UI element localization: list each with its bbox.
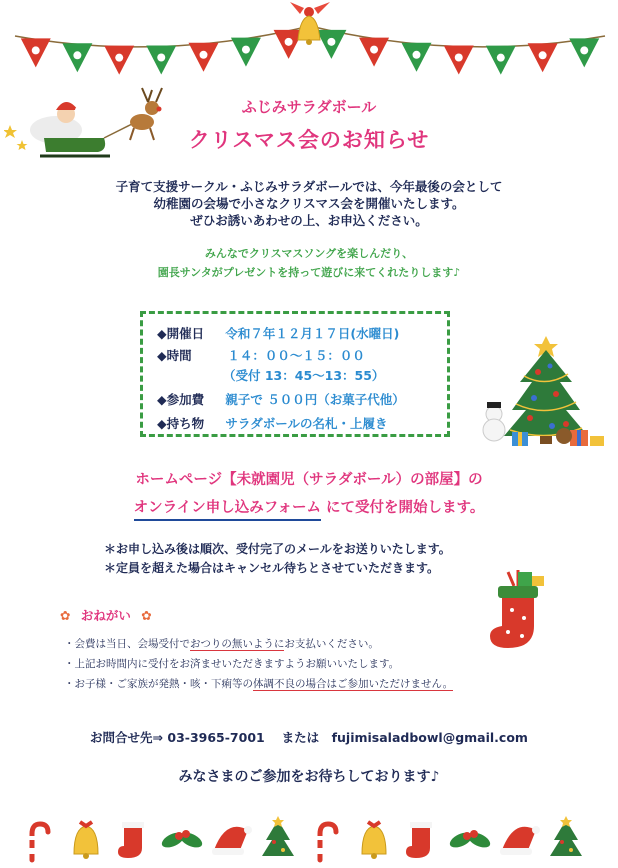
bottom-decorations — [0, 806, 618, 868]
tree-icon — [262, 816, 294, 856]
bunting-flag-motif — [580, 46, 588, 54]
intro-text — [0, 178, 618, 229]
date-value: 令和７年１２月１７日(水曜日) — [225, 326, 400, 341]
reception-time: （受付 13：45～13：55） — [223, 368, 385, 383]
request-emphasis: 体調不良の場合はご参加いただけません。 — [253, 678, 454, 690]
request-item — [64, 634, 453, 654]
bunting-flag-motif — [32, 46, 40, 54]
circle-name-subtitle: ふじみサラダボール — [241, 98, 377, 116]
bunting-flag-motif — [413, 51, 421, 59]
bunting-flag-motif — [199, 51, 207, 59]
date-label: ◆開催日 — [157, 326, 205, 341]
note-item: ＊お申し込み後は順次、受付完了のメールをお送りいたします。 — [104, 542, 451, 556]
requests-heading — [60, 606, 152, 624]
bunting-flag-motif — [497, 54, 505, 62]
boot-icon — [118, 822, 144, 858]
intro-line: 幼稚園の会場で小さなクリスマス会を開催いたします。 — [153, 196, 465, 211]
bunting-flag-motif — [115, 54, 123, 62]
holly-icon — [448, 829, 493, 850]
bunting-flag-motif — [327, 38, 335, 46]
intro-line: 子育て支援サークル・ふじみサラダボールでは、今年最後の会として — [115, 179, 503, 194]
request-text: ・お子様・ご家族が発熱・咳・下痢等の — [64, 678, 253, 690]
christmas-stocking — [478, 566, 558, 656]
flower-icon: ✿ — [141, 608, 152, 623]
date-row — [157, 324, 399, 342]
items-value: サラダボールの名札・上履き — [225, 416, 388, 431]
fee-label: ◆参加費 — [157, 392, 205, 407]
event-details-box — [140, 311, 450, 437]
requests-heading-text: おねがい — [80, 608, 131, 623]
closing-message: みなさまのご参加をお待ちしております♪ — [178, 769, 440, 785]
candy-cane-icon — [320, 824, 336, 860]
holly-icon — [160, 829, 205, 850]
page-title: クリスマス会のお知らせ — [188, 128, 430, 152]
intro-line: ぜひお誘いあわせの上、お申込ください。 — [190, 213, 428, 228]
bell-icon — [362, 822, 386, 859]
santa-hat-icon — [212, 826, 252, 855]
christmas-tree-gifts — [478, 332, 608, 452]
time-value: １４：００～１５：００ — [227, 348, 365, 363]
items-row — [157, 414, 388, 432]
registration-notice — [0, 496, 618, 517]
request-text: お支払いください。 — [284, 638, 379, 650]
candy-cane-icon — [32, 824, 48, 860]
request-item: ・上記お時間内に受付をお済ませいただきますようお願いいたします。 — [64, 658, 400, 670]
time-row — [157, 346, 385, 383]
online-form-link[interactable]: オンライン申し込みフォーム — [134, 500, 321, 521]
request-text: ・会費は当日、会場受付で — [64, 638, 190, 650]
request-emphasis: おつりの無いように — [190, 638, 285, 650]
bunting-flag-motif — [370, 46, 378, 54]
bunting-flag-motif — [455, 54, 463, 62]
notes — [104, 540, 451, 578]
request-item — [64, 674, 453, 694]
bunting-flag-motif — [285, 38, 293, 46]
boot-icon — [406, 822, 432, 858]
fee-row — [157, 390, 405, 408]
items-label: ◆持ち物 — [157, 416, 205, 431]
bunting-flag-motif — [73, 51, 81, 59]
flower-icon: ✿ — [60, 608, 71, 623]
activities-line: 園長サンタがプレゼントを持って遊びに来てくれたりします♪ — [157, 266, 461, 279]
bunting-flag-motif — [157, 54, 165, 62]
bunting-flag-motif — [242, 46, 250, 54]
fee-value: 親子で ５００円（お菓子代他） — [225, 392, 405, 407]
requests-list — [64, 634, 453, 694]
contact-info: お問合せ先⇒ 03-3965-7001 または fujimisaladbowl@gmail.com — [90, 730, 528, 745]
time-label: ◆時間 — [157, 348, 192, 363]
bell-icon — [74, 822, 98, 859]
activities-line: みんなでクリスマスソングを楽しんだり、 — [204, 247, 414, 260]
bunting-flag-motif — [539, 51, 547, 59]
santa-hat-icon — [500, 826, 540, 855]
activities-text — [0, 244, 618, 282]
note-item: ＊定員を超えた場合はキャンセル待ちとさせていただきます。 — [104, 561, 440, 575]
homepage-notice: ホームページ【未就園児（サラダボール）の部屋】の — [135, 472, 483, 488]
tree-icon — [550, 816, 582, 856]
registration-notice-rest: にて受付を開始します。 — [320, 500, 485, 516]
